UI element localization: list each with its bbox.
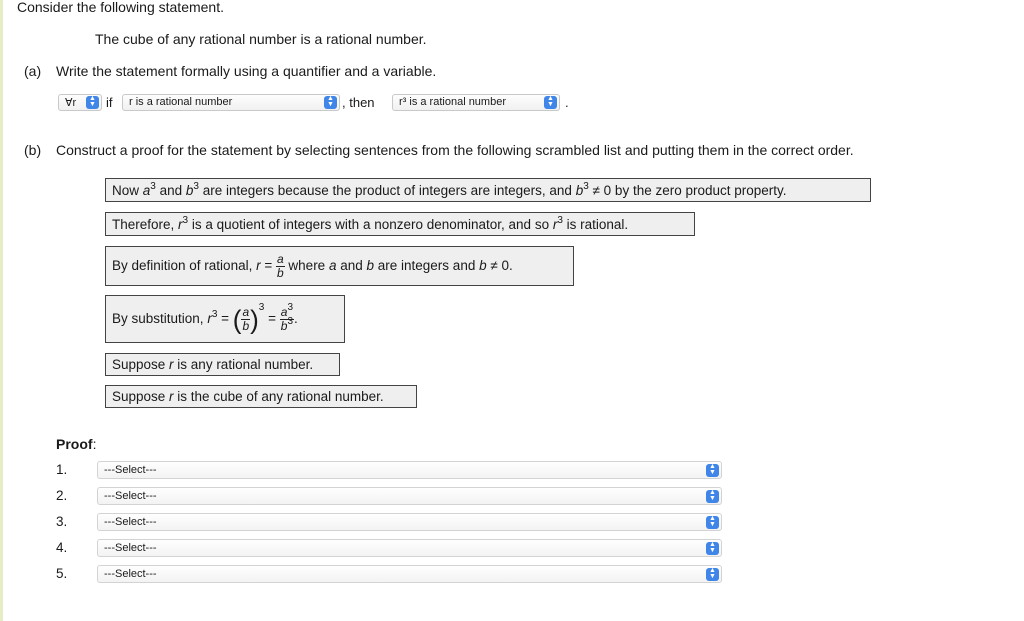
chevron-updown-icon: ▲ ▼ (324, 96, 337, 109)
chevron-updown-icon: ▲ ▼ (706, 464, 719, 477)
proof-step-2-value: ---Select--- (104, 490, 157, 502)
intro-text: Consider the following statement. (17, 0, 224, 15)
statement-text: The cube of any rational number is a rational number. (95, 31, 427, 47)
fraction-a-over-b: $\frac{a}{b}$ (242, 304, 250, 333)
chevron-updown-icon: ▲ ▼ (706, 568, 719, 581)
proof-step-3-value: ---Select--- (104, 516, 157, 528)
part-b-label: (b) (24, 142, 42, 158)
quantifier-value: ∀r (65, 97, 77, 109)
part-b-instruction: Construct a proof for the statement by selecting sentences from the following scrambled list and putting them in the correct order. (56, 142, 854, 158)
sentence-now-a3-b3[interactable]: Now $a^3$ and $b^3$ are integers because the product of integers are integers, and $b^3 \ne 0$ by the zero product property. (105, 178, 871, 202)
proof-step-5-select[interactable] (97, 565, 722, 583)
statement-period: . (565, 95, 569, 110)
if-text: if (106, 95, 113, 110)
chevron-updown-icon: ▲ ▼ (706, 516, 719, 529)
part-a-instruction: Write the statement formally using a quantifier and a variable. (56, 63, 437, 79)
conclusion-select[interactable] (392, 94, 560, 111)
conclusion-value: r³ is a rational number (399, 96, 506, 108)
then-text: , then (342, 95, 375, 110)
chevron-updown-icon: ▲ ▼ (706, 542, 719, 555)
proof-step-2-select[interactable] (97, 487, 722, 505)
proof-step-number: 1. (56, 462, 68, 477)
sentence-suppose-cube[interactable]: Suppose r is the cube of any rational number. (105, 385, 417, 408)
chevron-updown-icon: ▲ ▼ (544, 96, 557, 109)
left-accent-bar (0, 0, 3, 621)
sentence-definition-rational[interactable]: By definition of rational, r = $\frac{a}{b}$ where a and b are integers and b ≠ 0. (105, 246, 574, 286)
proof-step-5-value: ---Select--- (104, 568, 157, 580)
proof-step-number: 3. (56, 514, 68, 529)
proof-step-number: 2. (56, 488, 68, 503)
sentence-suppose-rational[interactable]: Suppose r is any rational number. (105, 353, 340, 376)
proof-step-1-value: ---Select--- (104, 464, 157, 476)
proof-step-4-select[interactable] (97, 539, 722, 557)
proof-step-3-select[interactable] (97, 513, 722, 531)
fraction-a-over-b: $\frac{a}{b}$ (276, 251, 284, 280)
chevron-updown-icon: ▲ ▼ (86, 96, 99, 109)
hypothesis-value: r is a rational number (129, 96, 233, 108)
proof-label: Proof: (56, 436, 97, 452)
quantifier-select[interactable] (58, 94, 102, 111)
proof-step-number: 4. (56, 540, 68, 555)
sentence-therefore[interactable]: Therefore, $r^3$ is a quotient of integers with a nonzero denominator, and so $r^3$ is rational. (105, 212, 695, 236)
sentence-substitution[interactable]: By substitution, $r^3$ = ( $\frac{a}{b}$ )$^3$ = $\frac{a^3}{b^3}$ . (105, 295, 345, 343)
proof-step-number: 5. (56, 566, 68, 581)
part-a-label: (a) (24, 63, 42, 79)
chevron-updown-icon: ▲ ▼ (706, 490, 719, 503)
proof-step-4-value: ---Select--- (104, 542, 157, 554)
proof-step-1-select[interactable] (97, 461, 722, 479)
fraction-a3-over-b3: $\frac{a^3}{b^3}$ (280, 301, 294, 333)
hypothesis-select[interactable] (122, 94, 340, 111)
